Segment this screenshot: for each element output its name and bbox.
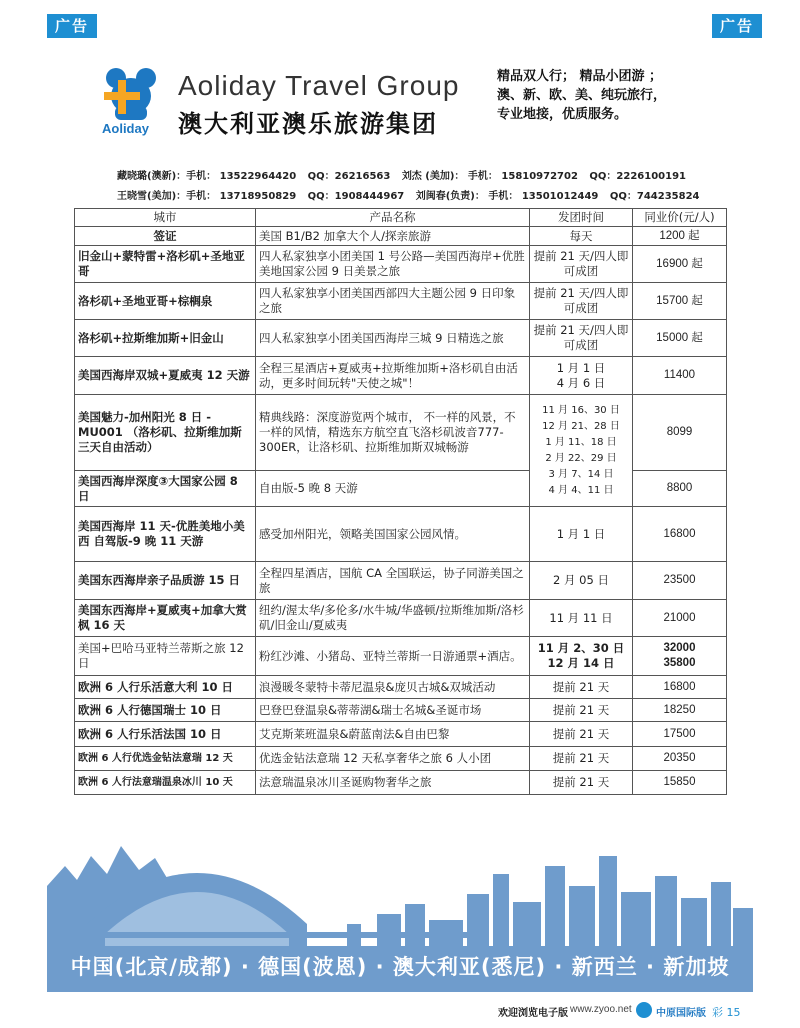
cell-date: 提前 21 天/四人即可成团: [530, 320, 633, 357]
cell-date: 提前 21 天: [530, 699, 633, 722]
cell-price: [633, 637, 727, 676]
contact-item: QQ：1908444967: [307, 191, 405, 202]
ad-label-right: 广告: [712, 14, 762, 38]
cell-product: 艾克斯莱班温泉&蔚蓝南法&自由巴黎: [256, 722, 530, 747]
cell-city: 美国西海岸 11 天-优胜美地小美西 自驾版-9 晚 11 天游: [75, 507, 256, 562]
cell-price: 15850: [633, 771, 727, 795]
cell-city: 欧洲 6 人行法意瑞温泉冰川 10 天: [75, 771, 256, 795]
cell-product: 浪漫暖冬蒙特卡蒂尼温泉&庞贝古城&双城活动: [256, 676, 530, 699]
cell-city: 洛杉矶+圣地亚哥+棕榈泉: [75, 283, 256, 320]
cell-product: 全程四星酒店，国航 CA 全国联运，协子同游美国之旅: [256, 562, 530, 600]
cell-city: 美国东西海岸+夏威夷+加拿大赏枫 16 天: [75, 600, 256, 637]
cell-price: 16800: [633, 676, 727, 699]
table-row: [75, 771, 727, 795]
price-line: 35800: [663, 657, 696, 669]
cell-product: 法意瑞温泉冰川圣诞购物奢华之旅: [256, 771, 530, 795]
table-row: [75, 227, 727, 246]
cell-product: 四人私家独享小团美国 1 号公路—美国西海岸+优胜美地国家公园 9 日美景之旅: [256, 246, 530, 283]
footer-url[interactable]: www.zyoo.net: [570, 1004, 632, 1015]
cell-price: 16900 起: [633, 246, 727, 283]
slogan: [497, 67, 707, 124]
cell-date: 提前 21 天: [530, 722, 633, 747]
cell-date: 提前 21 天: [530, 747, 633, 771]
date-line: 11 月 2、30 日: [537, 641, 625, 655]
cell-product: 纽约/渥太华/多伦多/水牛城/华盛顿/拉斯维加斯/洛杉矶/旧金山/夏威夷: [256, 600, 530, 637]
date-line: 12 月 14 日: [547, 656, 615, 670]
brand-name-en: Aoliday Travel Group: [178, 70, 460, 101]
table-row: [75, 722, 727, 747]
cell-city: 美国东西海岸亲子品质游 15 日: [75, 562, 256, 600]
cell-price: 8099: [633, 395, 727, 471]
cell-product: 感受加州阳光，领略美国国家公园风情。: [256, 507, 530, 562]
date-line: 4 月 4、11 日: [548, 484, 614, 496]
cell-date-shared: [530, 395, 633, 507]
cell-price: 18250: [633, 699, 727, 722]
cell-product: 四人私家独享小团美国西部四大主题公园 9 日印象之旅: [256, 283, 530, 320]
contact-item: 藏晓璐(澳新)：手机： 13522964420: [117, 171, 297, 182]
cell-product: 巴登巴登温泉&蒂蒂湖&瑞士名城&圣诞市场: [256, 699, 530, 722]
date-line: 12 月 21、28 日: [542, 420, 620, 432]
cell-price: 15700 起: [633, 283, 727, 320]
table-row: [75, 562, 727, 600]
slogan-line: 专业地接，优质服务。: [497, 107, 628, 122]
cell-product: 精典线路：深度游览两个城市， 不一样的风景，不一样的风情，精选东方航空直飞洛杉矶波音777-300ER，让洛杉矶、拉斯维加斯双城畅游: [256, 395, 530, 471]
date-line: 2 月 22、29 日: [545, 452, 617, 464]
page-number: 彩 15: [712, 1006, 741, 1019]
cell-city: 欧洲 6 人行乐活法国 10 日: [75, 722, 256, 747]
header-price: 同业价(元/人): [633, 209, 727, 227]
publisher-logo-icon: [636, 1002, 652, 1018]
cell-price: 23500: [633, 562, 727, 600]
cell-city: 欧洲 6 人行乐活意大利 10 日: [75, 676, 256, 699]
cell-city: 美国西海岸深度③大国家公园 8 日: [75, 471, 256, 507]
date-line: 11 月 16、30 日: [542, 404, 620, 416]
cell-product: 四人私家独享小团美国西海岸三城 9 日精选之旅: [256, 320, 530, 357]
slogan-line: 精品双人行； 精品小团游 ；: [497, 69, 663, 84]
cell-city: 美国西海岸双城+夏威夷 12 天游: [75, 357, 256, 395]
price-line: 32000: [663, 642, 696, 654]
contact-item: QQ：744235824: [609, 191, 700, 202]
table-row: [75, 357, 727, 395]
table-row: [75, 600, 727, 637]
table-row: [75, 246, 727, 283]
date-line: 3 月 7、14 日: [548, 468, 614, 480]
contact-item: 王晓雪(美加)：手机： 13718950829: [117, 191, 297, 202]
cell-price: 17500: [633, 722, 727, 747]
cell-city: 旧金山+蒙特雷+洛杉矶+圣地亚哥: [75, 246, 256, 283]
footer-publication-name: 中原国际版: [656, 1008, 706, 1019]
cell-city: 美国+巴哈马亚特兰蒂斯之旅 12 日: [75, 637, 256, 676]
cell-price: 15000 起: [633, 320, 727, 357]
contact-item: QQ：2226100191: [589, 171, 687, 182]
brand-name-cn: 澳大利亚澳乐旅游集团: [178, 110, 438, 138]
cell-date: [530, 357, 633, 395]
date-line: 4 月 6 日: [556, 375, 606, 390]
cell-date: 11 月 11 日: [530, 600, 633, 637]
cell-price: 21000: [633, 600, 727, 637]
header-date: 发团时间: [530, 209, 633, 227]
cell-price: 20350: [633, 747, 727, 771]
cell-product: 优选金钻法意瑞 12 天私享奢华之旅 6 人小团: [256, 747, 530, 771]
cell-city: 欧洲 6 人行德国瑞士 10 日: [75, 699, 256, 722]
cell-city: 签证: [75, 227, 256, 246]
cell-date: 每天: [530, 227, 633, 246]
cell-date: 提前 21 天: [530, 771, 633, 795]
cell-product: 粉红沙滩、小猪岛、亚特兰蒂斯一日游通票+酒店。: [256, 637, 530, 676]
destination-banner: 中国(北京/成都) · 德国(波恩) · 澳大利亚(悉尼) · 新西兰 · 新加坡: [70, 955, 730, 979]
cell-product: 全程三星酒店+夏威夷+拉斯维加斯+洛杉矶自由活动，更多时间玩转"天使之城"！: [256, 357, 530, 395]
cell-city: 美国魅力-加州阳光 8 日 -MU001 （洛杉矶、拉斯维加斯三天自由活动）: [75, 395, 256, 471]
cell-price: 11400: [633, 357, 727, 395]
slogan-line: 澳、新、欧、美、纯玩旅行，: [497, 88, 667, 103]
ad-label-left: 广告: [47, 14, 97, 38]
table-row: [75, 320, 727, 357]
header-city: 城市: [75, 209, 256, 227]
cell-product: 自由版-5 晚 8 天游: [256, 471, 530, 507]
table-row: [75, 395, 727, 471]
table-row: [75, 637, 727, 676]
price-table: [74, 208, 727, 795]
table-row: [75, 747, 727, 771]
cell-date: 提前 21 天: [530, 676, 633, 699]
cell-date: 2 月 05 日: [530, 562, 633, 600]
table-row: [75, 283, 727, 320]
footer-welcome: 欢迎浏览电子版: [498, 1008, 568, 1019]
date-line: 1 月 1 日: [556, 360, 606, 375]
contact-row: [117, 187, 708, 202]
date-line: 1 月 11、18 日: [545, 436, 617, 448]
cell-city: 欧洲 6 人行优选金钻法意瑞 12 天: [75, 747, 256, 771]
cell-date: 提前 21 天/四人即可成团: [530, 246, 633, 283]
cell-price: 8800: [633, 471, 727, 507]
cell-date: [530, 637, 633, 676]
table-row: [75, 676, 727, 699]
cell-date: 1 月 1 日: [530, 507, 633, 562]
table-row: [75, 507, 727, 562]
contact-item: 刘杰 (美加)： 手机： 15810972702: [401, 171, 578, 182]
cell-product: 美国 B1/B2 加拿大个人/探亲旅游: [256, 227, 530, 246]
table-header-row: [75, 209, 727, 227]
cell-price: 16800: [633, 507, 727, 562]
contact-row: [117, 167, 694, 182]
contact-item: QQ：26216563: [307, 171, 391, 182]
cell-city: 洛杉矶+拉斯维加斯+旧金山: [75, 320, 256, 357]
cell-price: 1200 起: [633, 227, 727, 246]
cell-date: 提前 21 天/四人即可成团: [530, 283, 633, 320]
contact-item: 刘闽春(负责)： 手机： 13501012449: [415, 191, 599, 202]
header-product: 产品名称: [256, 209, 530, 227]
table-row: [75, 699, 727, 722]
logo-wordmark: Aoliday: [102, 121, 149, 136]
